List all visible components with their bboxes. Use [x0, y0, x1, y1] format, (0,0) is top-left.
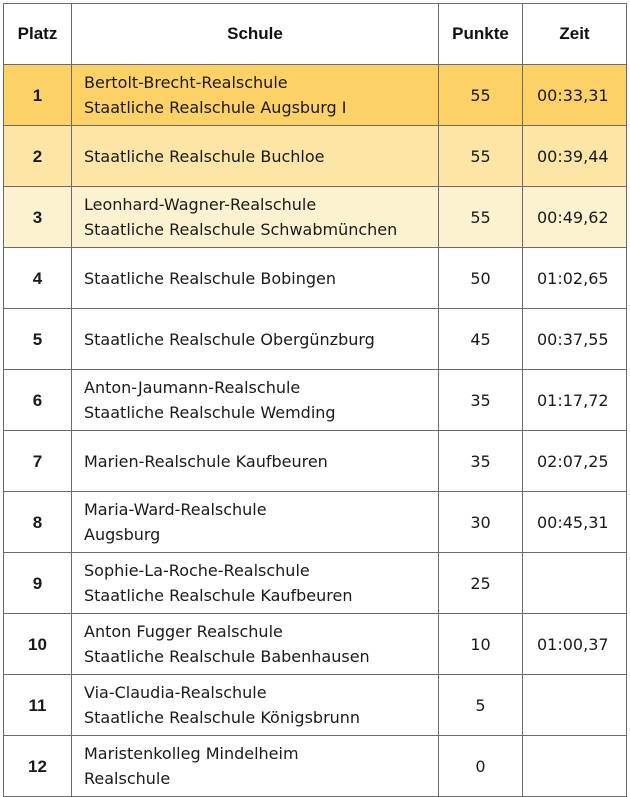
ranking-table	[3, 3, 627, 797]
school-name-line: Realschule	[84, 769, 171, 788]
punkte-cell: 55	[439, 187, 523, 248]
schule-cell	[72, 187, 439, 248]
platz-cell: 9	[4, 553, 72, 614]
school-name-line: Staatliche Realschule Bobingen	[84, 268, 336, 288]
platz-cell: 4	[4, 248, 72, 309]
schule-cell	[72, 126, 439, 187]
zeit-cell	[523, 736, 627, 797]
zeit-cell: 00:39,44	[523, 126, 627, 187]
punkte-cell: 45	[439, 309, 523, 370]
zeit-cell: 00:49,62	[523, 187, 627, 248]
school-name-line: Maristenkolleg Mindelheim	[84, 744, 299, 763]
table-row	[4, 736, 627, 797]
table-row	[4, 431, 627, 492]
platz-cell: 3	[4, 187, 72, 248]
school-name-line: Staatliche Realschule Königsbrunn	[84, 708, 361, 727]
zeit-cell: 01:02,65	[523, 248, 627, 309]
platz-cell: 7	[4, 431, 72, 492]
zeit-cell: 02:07,25	[523, 431, 627, 492]
school-name-line: Staatliche Realschule Schwabmünchen	[84, 220, 398, 239]
punkte-cell: 35	[439, 370, 523, 431]
schule-cell	[72, 614, 439, 675]
platz-cell: 1	[4, 65, 72, 126]
table-row	[4, 492, 627, 553]
schule-cell	[72, 370, 439, 431]
table-row	[4, 675, 627, 736]
school-name-line: Staatliche Realschule Buchloe	[84, 146, 325, 166]
table-row	[4, 248, 627, 309]
punkte-cell: 55	[439, 65, 523, 126]
punkte-cell: 25	[439, 553, 523, 614]
table-row	[4, 187, 627, 248]
platz-cell: 10	[4, 614, 72, 675]
table-row	[4, 65, 627, 126]
table-row	[4, 126, 627, 187]
header-schule: Schule	[72, 4, 439, 65]
punkte-cell: 35	[439, 431, 523, 492]
zeit-cell	[523, 675, 627, 736]
school-name-line: Anton Fugger Realschule	[84, 622, 283, 641]
platz-cell: 2	[4, 126, 72, 187]
header-zeit: Zeit	[523, 4, 627, 65]
zeit-cell: 01:17,72	[523, 370, 627, 431]
platz-cell: 6	[4, 370, 72, 431]
schule-cell	[72, 736, 439, 797]
school-name-line: Maria-Ward-Realschule	[84, 500, 267, 519]
header-platz: Platz	[4, 4, 72, 65]
school-name-line: Bertolt-Brecht-Realschule	[84, 73, 288, 92]
zeit-cell: 01:00,37	[523, 614, 627, 675]
table-body	[4, 65, 627, 797]
school-name-line: Staatliche Realschule Kaufbeuren	[84, 586, 353, 605]
schule-cell	[72, 492, 439, 553]
schule-cell	[72, 431, 439, 492]
school-name-line: Leonhard-Wagner-Realschule	[84, 195, 317, 214]
header-punkte: Punkte	[439, 4, 523, 65]
punkte-cell: 10	[439, 614, 523, 675]
zeit-cell: 00:37,55	[523, 309, 627, 370]
zeit-cell: 00:33,31	[523, 65, 627, 126]
schule-cell	[72, 65, 439, 126]
school-name-line: Via-Claudia-Realschule	[84, 683, 267, 702]
punkte-cell: 30	[439, 492, 523, 553]
school-name-line: Staatliche Realschule Obergünzburg	[84, 329, 375, 349]
platz-cell: 11	[4, 675, 72, 736]
table-row	[4, 614, 627, 675]
platz-cell: 12	[4, 736, 72, 797]
school-name-line: Sophie-La-Roche-Realschule	[84, 561, 310, 580]
zeit-cell: 00:45,31	[523, 492, 627, 553]
school-name-line: Staatliche Realschule Augsburg I	[84, 98, 347, 117]
table-row	[4, 553, 627, 614]
punkte-cell: 55	[439, 126, 523, 187]
platz-cell: 5	[4, 309, 72, 370]
school-name-line: Staatliche Realschule Babenhausen	[84, 647, 370, 666]
schule-cell	[72, 309, 439, 370]
school-name-line: Augsburg	[84, 525, 161, 544]
table-header-row	[4, 4, 627, 65]
platz-cell: 8	[4, 492, 72, 553]
school-name-line: Marien-Realschule Kaufbeuren	[84, 451, 328, 471]
schule-cell	[72, 675, 439, 736]
zeit-cell	[523, 553, 627, 614]
school-name-line: Staatliche Realschule Wemding	[84, 403, 336, 422]
punkte-cell: 5	[439, 675, 523, 736]
schule-cell	[72, 553, 439, 614]
punkte-cell: 50	[439, 248, 523, 309]
schule-cell	[72, 248, 439, 309]
table-row	[4, 309, 627, 370]
punkte-cell: 0	[439, 736, 523, 797]
school-name-line: Anton-Jaumann-Realschule	[84, 378, 301, 397]
table-row	[4, 370, 627, 431]
